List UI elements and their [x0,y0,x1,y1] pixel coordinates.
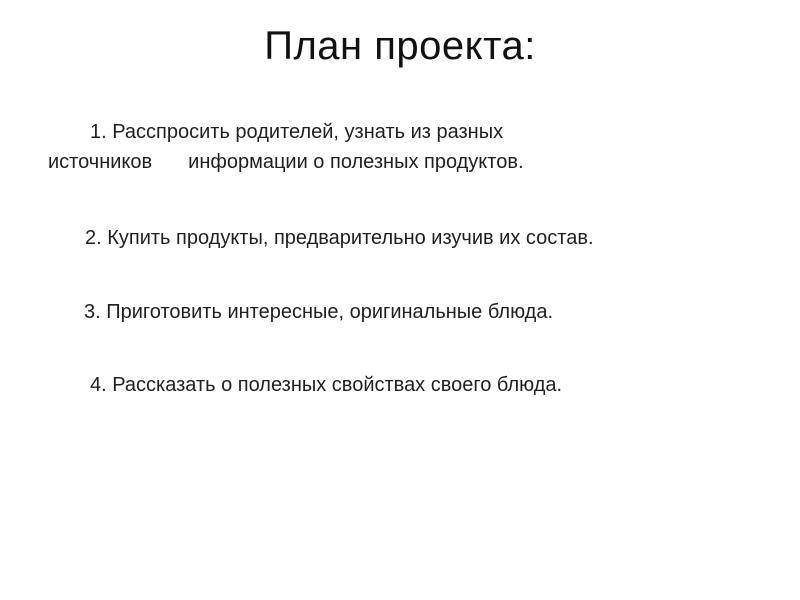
list-item-3: 3. Приготовить интересные, оригинальные блюда. [84,301,553,323]
list-item-2: 2. Купить продукты, предварительно изучив их состав. [85,227,594,249]
list-item-1-line-2 [48,147,524,177]
list-item-1-line-1: 1. Расспросить родителей, узнать из разных [90,121,504,143]
list-item-1-line-2-part-2: информации о полезных продуктов. [188,151,524,173]
list-item-4: 4. Рассказать о полезных свойствах своего блюда. [90,374,563,396]
slide-title: План проекта: [264,24,536,68]
list-item-1-line-2-part-1: источников [48,151,153,173]
